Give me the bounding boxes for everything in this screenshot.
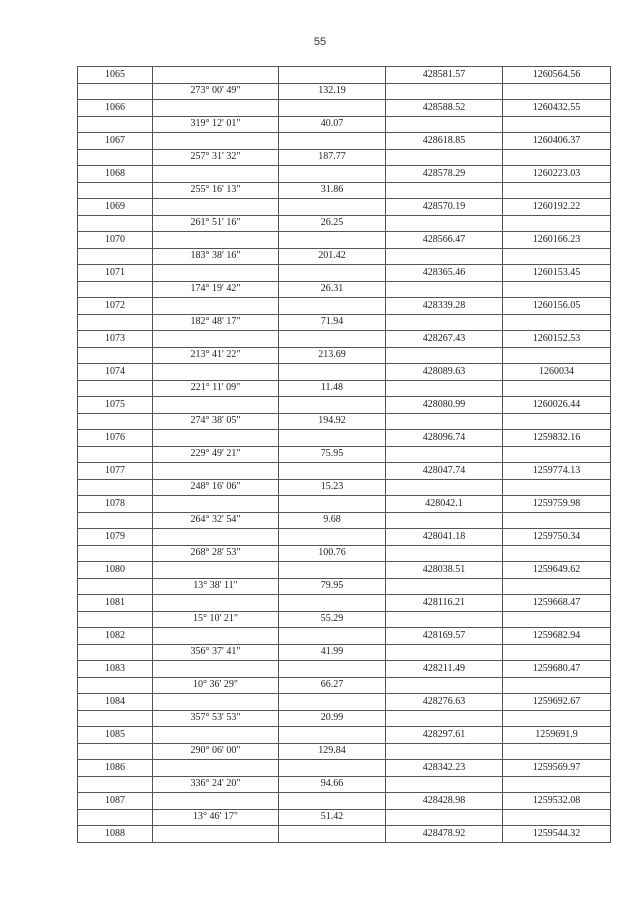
distance-cell: 129.84 — [279, 743, 386, 760]
point-id-cell — [78, 644, 153, 661]
point-id-cell: 1077 — [78, 463, 153, 480]
x-coordinate-cell: 428618.85 — [386, 133, 503, 150]
bearing-cell — [153, 760, 279, 777]
y-coordinate-cell: 1260156.05 — [503, 298, 611, 315]
x-coordinate-cell — [386, 347, 503, 364]
point-row — [78, 562, 611, 579]
course-row — [78, 479, 611, 496]
point-row — [78, 133, 611, 150]
x-coordinate-cell: 428588.52 — [386, 100, 503, 117]
distance-cell: 66.27 — [279, 677, 386, 694]
course-row — [78, 116, 611, 133]
bearing-cell: 182° 48' 17" — [153, 314, 279, 331]
point-row — [78, 694, 611, 711]
bearing-cell — [153, 100, 279, 117]
point-row — [78, 529, 611, 546]
y-coordinate-cell: 1259532.08 — [503, 793, 611, 810]
distance-cell: 9.68 — [279, 512, 386, 529]
distance-cell: 15.23 — [279, 479, 386, 496]
x-coordinate-cell — [386, 446, 503, 463]
course-row — [78, 776, 611, 793]
distance-cell: 40.07 — [279, 116, 386, 133]
y-coordinate-cell: 1259680.47 — [503, 661, 611, 678]
course-row — [78, 281, 611, 298]
y-coordinate-cell: 1260564.56 — [503, 67, 611, 84]
distance-cell — [279, 694, 386, 711]
x-coordinate-cell: 428042.1 — [386, 496, 503, 513]
point-id-cell: 1081 — [78, 595, 153, 612]
point-row — [78, 364, 611, 381]
bearing-cell — [153, 661, 279, 678]
point-id-cell — [78, 281, 153, 298]
bearing-cell — [153, 430, 279, 447]
distance-cell — [279, 265, 386, 282]
point-id-cell: 1075 — [78, 397, 153, 414]
distance-cell — [279, 298, 386, 315]
course-row — [78, 215, 611, 232]
x-coordinate-cell: 428267.43 — [386, 331, 503, 348]
bearing-cell: 174° 19' 42" — [153, 281, 279, 298]
y-coordinate-cell — [503, 446, 611, 463]
point-row — [78, 265, 611, 282]
distance-cell: 100.76 — [279, 545, 386, 562]
bearing-cell — [153, 133, 279, 150]
distance-cell — [279, 760, 386, 777]
distance-cell: 20.99 — [279, 710, 386, 727]
table-body — [78, 67, 611, 843]
y-coordinate-cell — [503, 512, 611, 529]
course-row — [78, 512, 611, 529]
point-row — [78, 595, 611, 612]
x-coordinate-cell: 428041.18 — [386, 529, 503, 546]
bearing-cell: 356° 37' 41" — [153, 644, 279, 661]
distance-cell — [279, 727, 386, 744]
distance-cell: 71.94 — [279, 314, 386, 331]
y-coordinate-cell — [503, 611, 611, 628]
bearing-cell — [153, 265, 279, 282]
bearing-cell: 257° 31' 32" — [153, 149, 279, 166]
point-row — [78, 67, 611, 84]
y-coordinate-cell — [503, 578, 611, 595]
bearing-cell: 261° 51' 16" — [153, 215, 279, 232]
point-row — [78, 793, 611, 810]
y-coordinate-cell — [503, 182, 611, 199]
point-id-cell: 1066 — [78, 100, 153, 117]
x-coordinate-cell: 428428.98 — [386, 793, 503, 810]
point-id-cell: 1076 — [78, 430, 153, 447]
y-coordinate-cell: 1260192.22 — [503, 199, 611, 216]
point-row — [78, 331, 611, 348]
point-row — [78, 628, 611, 645]
x-coordinate-cell: 428478.92 — [386, 826, 503, 843]
bearing-cell — [153, 199, 279, 216]
distance-cell — [279, 529, 386, 546]
point-id-cell: 1072 — [78, 298, 153, 315]
point-id-cell: 1074 — [78, 364, 153, 381]
point-id-cell: 1087 — [78, 793, 153, 810]
x-coordinate-cell: 428365.46 — [386, 265, 503, 282]
point-id-cell — [78, 83, 153, 100]
y-coordinate-cell — [503, 314, 611, 331]
y-coordinate-cell: 1259691.9 — [503, 727, 611, 744]
y-coordinate-cell — [503, 743, 611, 760]
bearing-cell — [153, 727, 279, 744]
course-row — [78, 710, 611, 727]
point-id-cell — [78, 347, 153, 364]
course-row — [78, 380, 611, 397]
bearing-cell — [153, 562, 279, 579]
point-row — [78, 661, 611, 678]
point-row — [78, 232, 611, 249]
bearing-cell — [153, 694, 279, 711]
y-coordinate-cell — [503, 644, 611, 661]
course-row — [78, 644, 611, 661]
point-id-cell — [78, 413, 153, 430]
x-coordinate-cell: 428038.51 — [386, 562, 503, 579]
point-id-cell — [78, 149, 153, 166]
distance-cell — [279, 397, 386, 414]
course-row — [78, 182, 611, 199]
bearing-cell: 229° 49' 21" — [153, 446, 279, 463]
bearing-cell — [153, 826, 279, 843]
bearing-cell — [153, 793, 279, 810]
point-row — [78, 826, 611, 843]
x-coordinate-cell — [386, 380, 503, 397]
y-coordinate-cell — [503, 677, 611, 694]
x-coordinate-cell — [386, 611, 503, 628]
x-coordinate-cell — [386, 776, 503, 793]
point-row — [78, 760, 611, 777]
bearing-cell — [153, 529, 279, 546]
bearing-cell: 319° 12' 01" — [153, 116, 279, 133]
course-row — [78, 248, 611, 265]
x-coordinate-cell — [386, 149, 503, 166]
distance-cell: 201.42 — [279, 248, 386, 265]
point-id-cell: 1084 — [78, 694, 153, 711]
x-coordinate-cell: 428047.74 — [386, 463, 503, 480]
y-coordinate-cell — [503, 83, 611, 100]
point-row — [78, 430, 611, 447]
point-id-cell: 1071 — [78, 265, 153, 282]
point-id-cell — [78, 578, 153, 595]
distance-cell — [279, 67, 386, 84]
point-id-cell: 1088 — [78, 826, 153, 843]
distance-cell — [279, 430, 386, 447]
course-row — [78, 314, 611, 331]
y-coordinate-cell — [503, 116, 611, 133]
point-id-cell — [78, 776, 153, 793]
y-coordinate-cell — [503, 281, 611, 298]
bearing-cell — [153, 232, 279, 249]
x-coordinate-cell — [386, 281, 503, 298]
course-row — [78, 545, 611, 562]
bearing-cell — [153, 298, 279, 315]
distance-cell — [279, 562, 386, 579]
bearing-cell: 183° 38' 16" — [153, 248, 279, 265]
y-coordinate-cell: 1260406.37 — [503, 133, 611, 150]
distance-cell: 213.69 — [279, 347, 386, 364]
bearing-cell: 357° 53' 53" — [153, 710, 279, 727]
point-id-cell: 1080 — [78, 562, 153, 579]
point-id-cell — [78, 743, 153, 760]
point-row — [78, 463, 611, 480]
distance-cell — [279, 133, 386, 150]
bearing-cell — [153, 364, 279, 381]
point-row — [78, 100, 611, 117]
x-coordinate-cell: 428342.23 — [386, 760, 503, 777]
course-row — [78, 809, 611, 826]
point-id-cell — [78, 446, 153, 463]
point-id-cell — [78, 215, 153, 232]
course-row — [78, 743, 611, 760]
y-coordinate-cell: 1259682.94 — [503, 628, 611, 645]
point-id-cell: 1082 — [78, 628, 153, 645]
point-row — [78, 496, 611, 513]
x-coordinate-cell: 428169.57 — [386, 628, 503, 645]
x-coordinate-cell — [386, 677, 503, 694]
x-coordinate-cell: 428581.57 — [386, 67, 503, 84]
point-id-cell — [78, 512, 153, 529]
bearing-cell — [153, 496, 279, 513]
x-coordinate-cell — [386, 512, 503, 529]
point-id-cell — [78, 809, 153, 826]
y-coordinate-cell — [503, 776, 611, 793]
course-row — [78, 578, 611, 595]
course-row — [78, 413, 611, 430]
point-id-cell — [78, 380, 153, 397]
y-coordinate-cell — [503, 380, 611, 397]
distance-cell: 55.29 — [279, 611, 386, 628]
bearing-cell: 255° 16' 13" — [153, 182, 279, 199]
point-id-cell: 1086 — [78, 760, 153, 777]
x-coordinate-cell: 428570.19 — [386, 199, 503, 216]
page-number: 55 — [313, 36, 327, 48]
y-coordinate-cell: 1260166.23 — [503, 232, 611, 249]
course-row — [78, 149, 611, 166]
distance-cell: 51.42 — [279, 809, 386, 826]
course-row — [78, 83, 611, 100]
x-coordinate-cell — [386, 83, 503, 100]
distance-cell: 11.48 — [279, 380, 386, 397]
distance-cell: 94.66 — [279, 776, 386, 793]
point-id-cell: 1070 — [78, 232, 153, 249]
course-row — [78, 347, 611, 364]
point-id-cell: 1073 — [78, 331, 153, 348]
bearing-cell — [153, 331, 279, 348]
x-coordinate-cell — [386, 479, 503, 496]
y-coordinate-cell: 1260026.44 — [503, 397, 611, 414]
point-id-cell — [78, 479, 153, 496]
distance-cell — [279, 661, 386, 678]
y-coordinate-cell: 1260223.03 — [503, 166, 611, 183]
point-id-cell: 1079 — [78, 529, 153, 546]
distance-cell — [279, 100, 386, 117]
point-id-cell: 1065 — [78, 67, 153, 84]
bearing-cell: 264° 32' 54" — [153, 512, 279, 529]
y-coordinate-cell: 1259832.16 — [503, 430, 611, 447]
distance-cell: 31.86 — [279, 182, 386, 199]
point-id-cell — [78, 314, 153, 331]
point-id-cell: 1083 — [78, 661, 153, 678]
point-id-cell — [78, 116, 153, 133]
x-coordinate-cell: 428089.63 — [386, 364, 503, 381]
course-row — [78, 611, 611, 628]
distance-cell — [279, 364, 386, 381]
bearing-cell: 15° 10' 21" — [153, 611, 279, 628]
bearing-cell — [153, 628, 279, 645]
y-coordinate-cell: 1259544.32 — [503, 826, 611, 843]
x-coordinate-cell — [386, 413, 503, 430]
y-coordinate-cell: 1260153.45 — [503, 265, 611, 282]
x-coordinate-cell — [386, 248, 503, 265]
point-row — [78, 298, 611, 315]
y-coordinate-cell: 1260034 — [503, 364, 611, 381]
course-row — [78, 677, 611, 694]
y-coordinate-cell — [503, 149, 611, 166]
bearing-cell: 13° 46' 17" — [153, 809, 279, 826]
course-row — [78, 446, 611, 463]
distance-cell: 41.99 — [279, 644, 386, 661]
y-coordinate-cell — [503, 809, 611, 826]
x-coordinate-cell: 428339.28 — [386, 298, 503, 315]
y-coordinate-cell: 1260432.55 — [503, 100, 611, 117]
distance-cell: 26.25 — [279, 215, 386, 232]
point-id-cell: 1078 — [78, 496, 153, 513]
x-coordinate-cell: 428116.21 — [386, 595, 503, 612]
y-coordinate-cell — [503, 215, 611, 232]
bearing-cell — [153, 397, 279, 414]
distance-cell — [279, 628, 386, 645]
bearing-cell: 13° 38' 11" — [153, 578, 279, 595]
x-coordinate-cell — [386, 578, 503, 595]
y-coordinate-cell: 1259750.34 — [503, 529, 611, 546]
x-coordinate-cell: 428566.47 — [386, 232, 503, 249]
y-coordinate-cell — [503, 545, 611, 562]
x-coordinate-cell — [386, 809, 503, 826]
distance-cell: 79.95 — [279, 578, 386, 595]
point-id-cell — [78, 710, 153, 727]
point-row — [78, 199, 611, 216]
point-id-cell: 1085 — [78, 727, 153, 744]
bearing-cell — [153, 595, 279, 612]
bearing-cell: 213° 41' 22" — [153, 347, 279, 364]
bearing-cell: 268° 28' 53" — [153, 545, 279, 562]
distance-cell — [279, 166, 386, 183]
y-coordinate-cell — [503, 248, 611, 265]
distance-cell: 132.19 — [279, 83, 386, 100]
distance-cell — [279, 463, 386, 480]
y-coordinate-cell: 1260152.53 — [503, 331, 611, 348]
bearing-cell: 290° 06' 00" — [153, 743, 279, 760]
x-coordinate-cell: 428578.29 — [386, 166, 503, 183]
distance-cell — [279, 793, 386, 810]
x-coordinate-cell: 428096.74 — [386, 430, 503, 447]
x-coordinate-cell: 428211.49 — [386, 661, 503, 678]
bearing-cell: 221° 11' 09" — [153, 380, 279, 397]
distance-cell: 194.92 — [279, 413, 386, 430]
x-coordinate-cell — [386, 215, 503, 232]
y-coordinate-cell — [503, 413, 611, 430]
x-coordinate-cell: 428297.61 — [386, 727, 503, 744]
point-id-cell — [78, 248, 153, 265]
distance-cell: 26.31 — [279, 281, 386, 298]
point-id-cell — [78, 182, 153, 199]
y-coordinate-cell — [503, 479, 611, 496]
bearing-cell — [153, 67, 279, 84]
bearing-cell: 10° 36' 29" — [153, 677, 279, 694]
x-coordinate-cell — [386, 644, 503, 661]
x-coordinate-cell — [386, 116, 503, 133]
distance-cell: 187.77 — [279, 149, 386, 166]
bearing-cell — [153, 463, 279, 480]
y-coordinate-cell: 1259692.67 — [503, 694, 611, 711]
y-coordinate-cell: 1259759.98 — [503, 496, 611, 513]
point-id-cell — [78, 677, 153, 694]
distance-cell — [279, 331, 386, 348]
x-coordinate-cell — [386, 545, 503, 562]
survey-coordinates-table — [77, 66, 611, 843]
x-coordinate-cell — [386, 314, 503, 331]
y-coordinate-cell: 1259649.62 — [503, 562, 611, 579]
distance-cell — [279, 595, 386, 612]
point-id-cell: 1068 — [78, 166, 153, 183]
point-id-cell — [78, 611, 153, 628]
point-id-cell: 1069 — [78, 199, 153, 216]
bearing-cell — [153, 166, 279, 183]
x-coordinate-cell — [386, 743, 503, 760]
x-coordinate-cell: 428080.99 — [386, 397, 503, 414]
distance-cell — [279, 232, 386, 249]
y-coordinate-cell: 1259774.13 — [503, 463, 611, 480]
point-id-cell: 1067 — [78, 133, 153, 150]
x-coordinate-cell — [386, 710, 503, 727]
distance-cell — [279, 496, 386, 513]
bearing-cell: 336° 24' 20" — [153, 776, 279, 793]
point-row — [78, 166, 611, 183]
distance-cell — [279, 826, 386, 843]
distance-cell: 75.95 — [279, 446, 386, 463]
y-coordinate-cell: 1259569.97 — [503, 760, 611, 777]
bearing-cell: 274° 38' 05" — [153, 413, 279, 430]
x-coordinate-cell: 428276.63 — [386, 694, 503, 711]
point-row — [78, 397, 611, 414]
point-row — [78, 727, 611, 744]
point-id-cell — [78, 545, 153, 562]
y-coordinate-cell — [503, 710, 611, 727]
y-coordinate-cell — [503, 347, 611, 364]
x-coordinate-cell — [386, 182, 503, 199]
distance-cell — [279, 199, 386, 216]
bearing-cell: 248° 16' 06" — [153, 479, 279, 496]
bearing-cell: 273° 00' 49" — [153, 83, 279, 100]
y-coordinate-cell: 1259668.47 — [503, 595, 611, 612]
